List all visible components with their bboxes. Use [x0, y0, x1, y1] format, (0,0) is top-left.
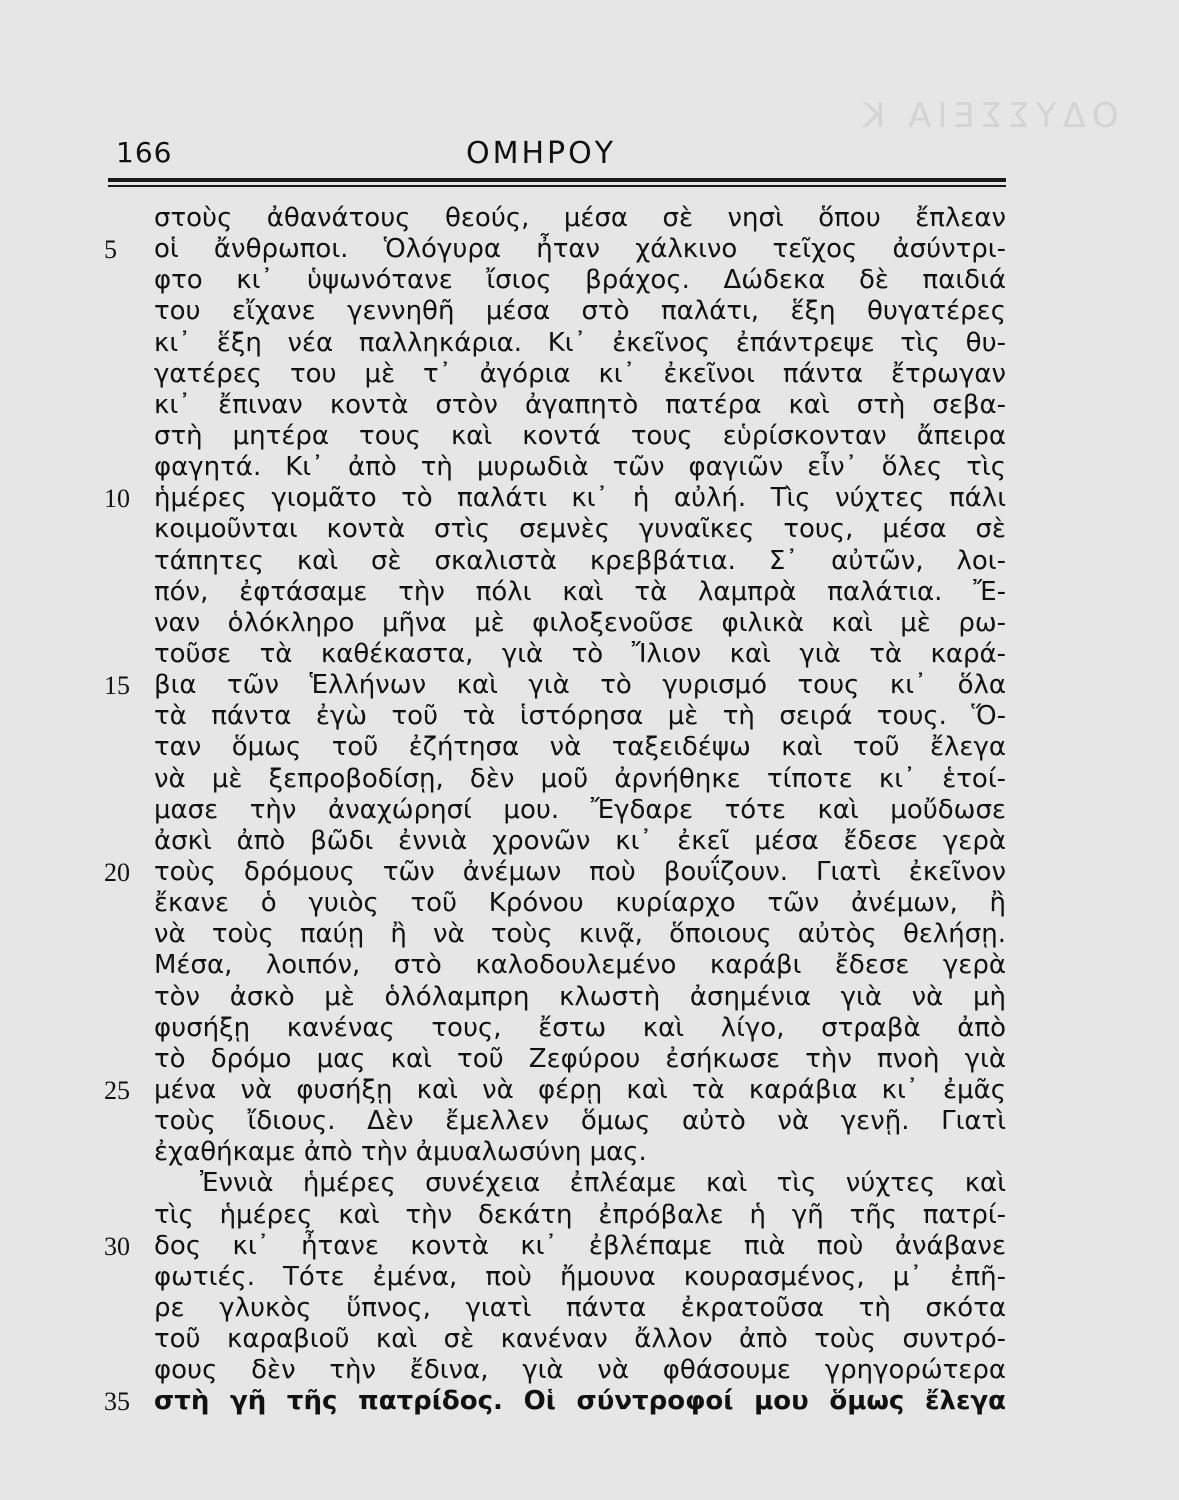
text-line — [104, 919, 1010, 950]
text-line — [104, 982, 1010, 1013]
text-line — [104, 1044, 1010, 1075]
text-line — [104, 764, 1010, 795]
text-line — [104, 514, 1010, 545]
line-text: Μέσα, λοιπόν, στὸ καλοδουλεμένο καράβι ἔδεσε γερὰ — [154, 950, 1006, 981]
text-line — [104, 234, 1010, 265]
line-text: μένα νὰ φυσήξῃ καὶ νὰ φέρῃ καὶ τὰ καράβια κι᾿ ἐμᾶς — [154, 1074, 1006, 1105]
text-line — [104, 1013, 1010, 1044]
line-text: νὰ μὲ ξεπροβοδίσῃ, δὲν μοῦ ἀρνήθηκε τίποτε κι᾿ ἑτοί- — [154, 763, 1006, 794]
body-text — [104, 203, 1010, 1417]
text-line — [104, 1200, 1010, 1231]
line-text: κι᾿ ἔπιναν κοντὰ στὸν ἀγαπητὸ πατέρα καὶ στὴ σεβα- — [154, 389, 1006, 420]
line-number: 5 — [104, 235, 117, 265]
line-number: 20 — [104, 857, 130, 887]
line-text: τὸν ἀσκὸ μὲ ὁλόλαμπρη κλωστὴ ἀσημένια γιὰ νὰ μὴ — [154, 981, 1006, 1012]
line-text: τοῦ καραβιοῦ καὶ σὲ κανέναν ἄλλον ἀπὸ τοὺς συντρό- — [154, 1324, 1006, 1355]
text-line — [104, 732, 1010, 763]
line-text: τὶς ἡμέρες καὶ τὴν δεκάτη ἐπρόβαλε ἡ γῆ τῆς πατρί- — [154, 1199, 1006, 1230]
line-number: 35 — [104, 1387, 130, 1417]
text-line — [104, 1355, 1010, 1386]
line-text: βια τῶν Ἑλλήνων καὶ γιὰ τὸ γυρισμό τους κι᾿ ὅλα — [154, 670, 1006, 701]
text-line — [104, 639, 1010, 670]
running-title: ΟΜΗΡΟΥ — [466, 136, 617, 171]
text-line — [104, 296, 1010, 327]
line-text: δος κι᾿ ἦτανε κοντὰ κι᾿ ἐβλέπαμε πιὰ ποὺ ἀνάβανε — [154, 1230, 1006, 1261]
page-header — [116, 132, 1006, 176]
line-text: οἱ ἄνθρωποι. Ὁλόγυρα ἦταν χάλκινο τεῖχος ἀσύντρι- — [154, 234, 1006, 265]
text-line — [104, 452, 1010, 483]
line-text: φους δὲν τὴν ἔδινα, γιὰ νὰ φθάσουμε γρηγορώτερα — [154, 1355, 1006, 1386]
line-number: 25 — [104, 1075, 130, 1105]
header-rule-thick — [108, 178, 1006, 182]
line-text: νὰ τοὺς παύῃ ἢ νὰ τοὺς κινᾷ, ὅποιους αὐτὸς θελήσῃ. — [154, 919, 1006, 950]
line-text: πόν, ἐφτάσαμε τὴν πόλι καὶ τὰ λαμπρὰ παλάτια. Ἔ- — [154, 576, 1006, 607]
text-line — [104, 857, 1010, 888]
line-text: στοὺς ἀθανάτους θεούς, μέσα σὲ νησὶ ὅπου ἔπλεαν — [154, 203, 1006, 233]
text-line — [104, 328, 1010, 359]
text-line — [104, 1075, 1010, 1106]
text-line — [104, 359, 1010, 390]
text-line — [104, 1324, 1010, 1355]
text-line — [104, 608, 1010, 639]
text-line — [104, 1231, 1010, 1262]
text-line — [104, 421, 1010, 452]
text-line — [104, 795, 1010, 826]
line-text: φωτιές. Τότε ἐμένα, ποὺ ἤμουνα κουρασμένος, μ᾿ ἐπῆ- — [154, 1261, 1006, 1292]
line-text: ναν ὁλόκληρο μῆνα μὲ φιλοξενοῦσε φιλικὰ καὶ μὲ ρω- — [154, 607, 1006, 638]
line-text: κι᾿ ἕξη νέα παλληκάρια. Κι᾿ ἐκεῖνος ἐπάντρεψε τὶς θυ- — [154, 327, 1006, 358]
line-text: ἐχαθήκαμε ἀπὸ τὴν ἀμυαλωσύνη μας. — [154, 1137, 647, 1168]
line-number: 15 — [104, 671, 130, 701]
text-line — [104, 670, 1010, 701]
line-text: γατέρες του μὲ τ᾿ ἀγόρια κι᾿ ἐκεῖνοι πάντα ἔτρωγαν — [154, 358, 1006, 389]
line-text: Ἐννιὰ ἡμέρες συνέχεια ἐπλέαμε καὶ τὶς νύχτες καὶ — [200, 1168, 1006, 1199]
text-line — [104, 1386, 1010, 1417]
line-text: τὸ δρόμο μας καὶ τοῦ Ζεφύρου ἐσήκωσε τὴν πνοὴ γιὰ — [154, 1043, 1006, 1074]
text-line — [104, 577, 1010, 608]
line-text: τάπητες καὶ σὲ σκαλιστὰ κρεββάτια. Σ᾿ αὐτῶν, λοι- — [154, 545, 1006, 576]
text-line — [104, 390, 1010, 421]
line-text: τοῦσε τὰ καθέκαστα, γιὰ τὸ Ἴλιον καὶ γιὰ τὰ καρά- — [154, 638, 1006, 669]
line-text: του εἴχανε γεννηθῆ μέσα στὸ παλάτι, ἕξη θυγατέρες — [154, 296, 1006, 327]
line-text: φυσήξῃ κανένας τους, ἔστω καὶ λίγο, στραβὰ ἀπὸ — [154, 1012, 1006, 1043]
line-text: ταν ὅμως τοῦ ἐζήτησα νὰ ταξειδέψω καὶ τοῦ ἔλεγα — [154, 732, 1006, 763]
text-line — [104, 265, 1010, 296]
text-line — [104, 1168, 1010, 1199]
text-line — [104, 546, 1010, 577]
text-line — [104, 483, 1010, 514]
line-text: στὴ γῆ τῆς πατρίδος. Οἱ σύντροφοί μου ὅμως ἔλεγα — [154, 1386, 1006, 1417]
line-text: ρε γλυκὸς ὕπνος, γιατὶ πάντα ἐκρατοῦσα τὴ σκότα — [154, 1292, 1006, 1323]
line-text: στὴ μητέρα τους καὶ κοντά τους εὑρίσκονταν ἄπειρα — [154, 420, 1006, 451]
text-line — [104, 701, 1010, 732]
page-number: 166 — [116, 136, 173, 169]
text-line — [104, 1137, 1010, 1168]
text-line — [104, 950, 1010, 981]
line-text: κοιμοῦνται κοντὰ στὶς σεμνὲς γυναῖκες τους, μέσα σὲ — [154, 514, 1006, 545]
text-line — [104, 1106, 1010, 1137]
text-line — [104, 1262, 1010, 1293]
line-text: ἔκανε ὁ γυιὸς τοῦ Κρόνου κυρίαρχο τῶν ἀνέμων, ἢ — [154, 888, 1006, 919]
line-text: ἀσκὶ ἀπὸ βῶδι ἐννιὰ χρονῶν κι᾿ ἐκεῖ μέσα ἔδεσε γερὰ — [154, 825, 1006, 856]
line-number: 10 — [104, 484, 130, 514]
line-text: ἡμέρες γιομᾶτο τὸ παλάτι κι᾿ ἡ αὐλή. Τὶς νύχτες πάλι — [154, 483, 1006, 514]
text-line — [104, 1293, 1010, 1324]
text-line — [104, 203, 1010, 234]
line-text: τοὺς ἴδιους. Δὲν ἔμελλεν ὅμως αὐτὸ νὰ γενῇ. Γιατὶ — [154, 1106, 1006, 1137]
line-text: φαγητά. Κι᾿ ἀπὸ τὴ μυρωδιὰ τῶν φαγιῶν εἶν᾿ ὅλες τὶς — [154, 452, 1006, 483]
show-through-text: ΟΔΥΣΣΕΙΑ Κ — [857, 96, 1119, 136]
header-rule-thin — [108, 185, 1006, 187]
text-line — [104, 826, 1010, 857]
line-number: 30 — [104, 1231, 130, 1261]
text-line — [104, 888, 1010, 919]
line-text: τὰ πάντα ἐγὼ τοῦ τὰ ἱστόρησα μὲ τὴ σειρά τους. Ὅ- — [154, 701, 1006, 732]
line-text: μασε τὴν ἀναχώρησί μου. Ἔγδαρε τότε καὶ μοὔδωσε — [154, 794, 1006, 825]
line-text: φτο κι᾿ ὑψωνότανε ἴσιος βράχος. Δώδεκα δὲ παιδιά — [154, 265, 1006, 296]
line-text: τοὺς δρόμους τῶν ἀνέμων ποὺ βουΐζουν. Γιατὶ ἐκεῖνον — [154, 856, 1006, 887]
